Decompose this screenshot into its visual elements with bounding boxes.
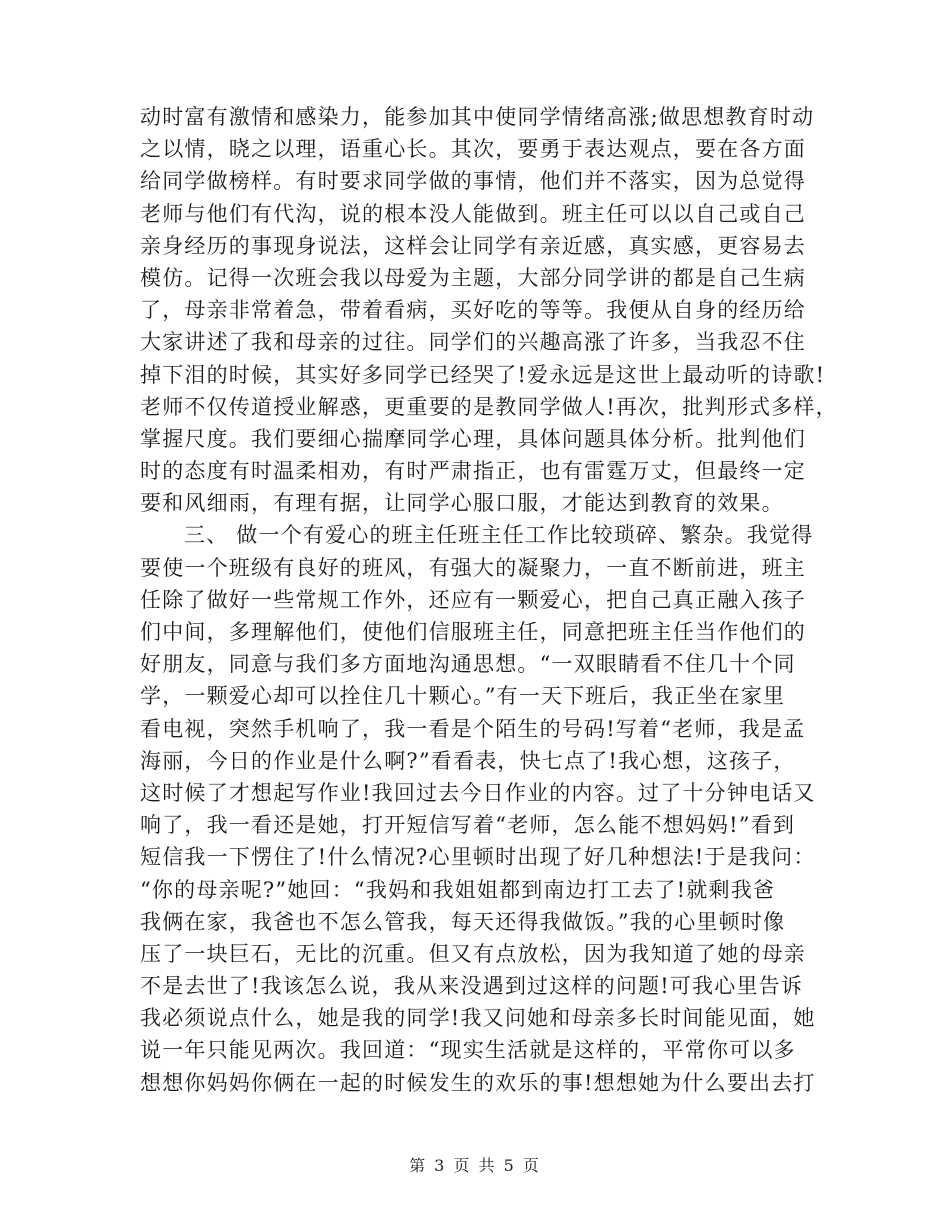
text-line: 掌握尺度。我们要细心揣摩同学心理，具体问题具体分析。批判他们 bbox=[140, 426, 806, 451]
text-line: 老师不仅传道授业解惑，更重要的是教同学做人!再次，批判形式多样， bbox=[140, 394, 838, 419]
text-line: 好朋友，同意与我们多方面地沟通思想。“一双眼睛看不住几十个同 bbox=[140, 652, 796, 677]
text-line: 学，一颗爱心却可以拴住几十颗心。”有一天下班后，我正坐在家里 bbox=[140, 684, 786, 709]
text-line: 我必须说点什么，她是我的同学!我又问她和母亲多长时间能见面，她 bbox=[140, 1006, 816, 1031]
text-line: 们中间，多理解他们，使他们信服班主任，同意把班主任当作他们的 bbox=[140, 620, 806, 644]
text-line: 说一年只能见两次。我回道：“现实生活就是这样的，平常你可以多 bbox=[140, 1038, 796, 1063]
text-line: 这时候了才想起写作业!我回过去今日作业的内容。过了十分钟电话又 bbox=[140, 780, 816, 805]
text-line: 给同学做榜样。有时要求同学做的事情，他们并不落实，因为总觉得 bbox=[140, 169, 806, 194]
text-line: 任除了做好一些常规工作外，还应有一颗爱心，把自己真正融入孩子 bbox=[140, 587, 806, 612]
text-line: 不是去世了!我该怎么说，我从来没遇到过这样的问题!可我心里告诉 bbox=[140, 974, 804, 999]
text-line: 之以情，晓之以理，语重心长。其次，要勇于表达观点，要在各方面 bbox=[140, 137, 806, 162]
text-line: 海丽，今日的作业是什么啊?”看看表，快七点了!我心想，这孩子， bbox=[140, 748, 796, 773]
text-line: 我俩在家，我爸也不怎么管我，每天还得我做饭。”我的心里顿时像 bbox=[140, 909, 786, 934]
text-line: 要和风细雨，有理有据，让同学心服口服，才能达到教育的效果。 bbox=[140, 491, 784, 516]
text-line: 老师与他们有代沟，说的根本没人能做到。班主任可以以自己或自己 bbox=[140, 201, 806, 226]
text-line: 动时富有激情和感染力，能参加其中使同学情绪高涨;做思想教育时动 bbox=[140, 105, 815, 129]
page-number-footer: 第 3 页 共 5 页 bbox=[409, 1156, 541, 1175]
text-line: 大家讲述了我和母亲的过往。同学们的兴趣高涨了许多，当我忍不住 bbox=[140, 330, 806, 355]
text-line: 响了，我一看还是她，打开短信写着“老师，怎么能不想妈妈!”看到 bbox=[140, 813, 796, 838]
text-line: 压了一块巨石，无比的沉重。但又有点放松，因为我知道了她的母亲 bbox=[140, 941, 806, 966]
section-heading-line: 三、 做一个有爱心的班主任班主任工作比较琐碎、繁杂。我觉得 bbox=[184, 523, 814, 548]
body-text bbox=[140, 101, 838, 1099]
text-line: 模仿。记得一次班会我以母爱为主题，大部分同学讲的都是自己生病 bbox=[140, 265, 806, 290]
text-line: 亲身经历的事现身说法，这样会让同学有亲近感，真实感，更容易去 bbox=[140, 233, 806, 258]
text-line: 想想你妈妈你俩在一起的时候发生的欢乐的事!想想她为什么要出去打 bbox=[140, 1070, 816, 1095]
text-line: 时的态度有时温柔相劝，有时严肃指正，也有雷霆万丈，但最终一定 bbox=[140, 459, 806, 484]
text-line: 看电视，突然手机响了，我一看是个陌生的号码!写着“老师，我是孟 bbox=[140, 716, 806, 741]
text-line: “你的母亲呢?”她回：“我妈和我姐姐都到南边打工去了!就剩我爸 bbox=[140, 877, 776, 902]
text-line: 掉下泪的时候，其实好多同学已经哭了!爱永远是这世上最动听的诗歌! bbox=[140, 362, 826, 387]
text-line: 短信我一下愣住了!什么情况?心里顿时出现了好几种想法!于是我问： bbox=[140, 845, 816, 870]
text-line: 要使一个班级有良好的班风，有强大的凝聚力，一直不断前进，班主 bbox=[140, 555, 806, 580]
text-line: 了，母亲非常着急，带着看病，买好吃的等等。我便从自身的经历给 bbox=[140, 298, 806, 323]
